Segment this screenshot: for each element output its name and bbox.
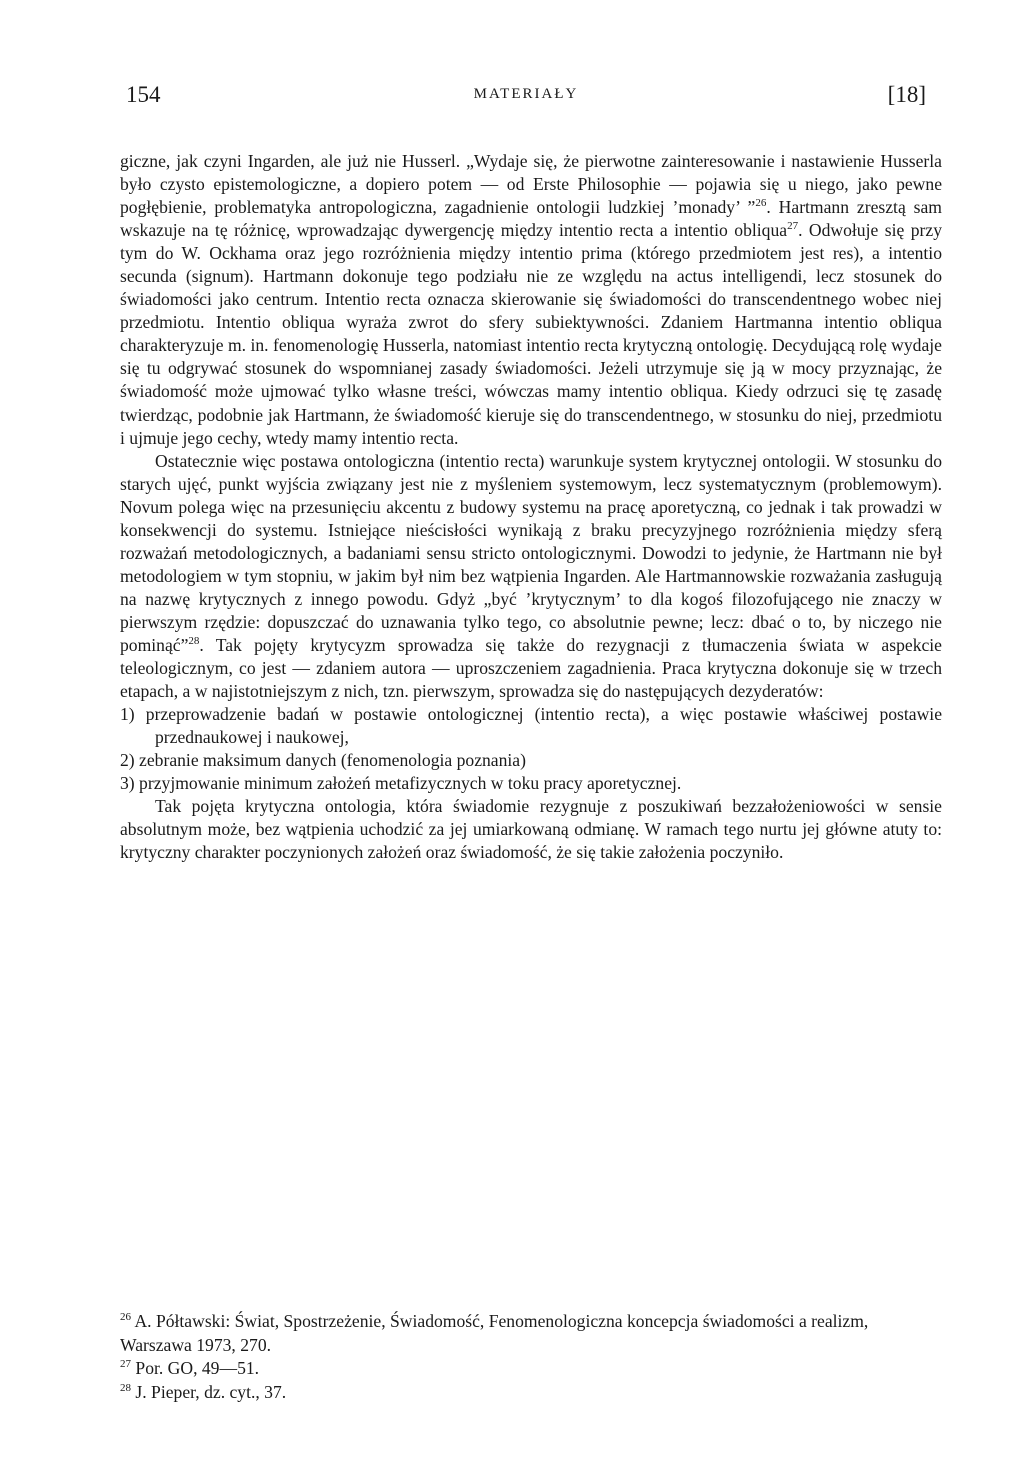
paragraph-3: Tak pojęta krytyczna ontologia, która świadomie rezygnuje z poszukiwań bezzałożeniowości w sensie absolutnym może, bez wątpienia uchodzić za jej umiarkowaną odmianę. W ramach tego nurtu jej główne atuty to: krytyczny charakter poczynionych założeń oraz świadomość, że się takie założenia poczyniło. [120,796,942,863]
list-item: 3) przyjmowanie minimum założeń metafizycznych w toku pracy aporetycznej. [120,773,682,794]
footnote-26 [120,1310,942,1357]
main-text [120,150,942,864]
paragraph-1-text-cont: . Hartmann zresztą sam wskazuje na tę różnicę, wprowadzając dywergencję między intentio recta a intentio obliqua [120,197,942,241]
paragraph-2 [120,450,942,704]
footnote-ref-27: 27 [787,220,799,233]
page-number: 154 [126,82,161,107]
section-number: [18] [887,82,926,107]
footnote-text: Por. GO, 49—51. [135,1358,260,1378]
footnote-ref-26: 26 [755,197,767,210]
footnote-text: A. Półtawski: Świat, Spostrzeżenie, Świadomość, Fenomenologiczna koncepcja świadomości a realizm, Warszawa 1973, 270. [120,1311,869,1355]
running-title: MATERIAŁY [473,86,579,102]
footnote-27 [120,1357,942,1381]
footnote-text: J. Pieper, dz. cyt., 37. [135,1381,287,1402]
paragraph-1-text-end: . Odwołuje się przy tym do W. Ockhama oraz jego rozróżnienia między intentio prima (którego przedmiotem jest res), a intentio secunda (signum). Hartmann dokonuje tego podziału nie ze względu na actus intelligendi, lecz stosunek do świadomości jako centrum. Intentio recta oznacza skierowanie się świadomości do transcendentnego wobec niej przedmiotu. Intentio obliqua wyraża zwrot do sfery subiektywności. Zdaniem Hartmanna intentio obliqua charakteryzuje m. in. fenomenologię Husserla, natomiast intentio recta krytyczną ontologię. Decydującą rolę wydaje się tu odgrywać stosunek do wspomnianej zasady świadomości. Jeżeli utrzymuje się ją w mocy przyznając, że świadomość może ujmować tylko własne treści, wówczas mamy intentio obliqua. Kiedy odrzuci się tę zasadę twierdząc, podobnie jak Hartmann, że świadomość kieruje się do transcendentnego, w stosunku do niej, przedmiotu i ujmuje jego cechy, wtedy mamy intentio recta. [120,220,942,448]
footnote-ref-28: 28 [188,635,200,648]
paragraph-1-text: giczne, jak czyni Ingarden, ale już nie Husserl. „Wydaje się, że pierwotne zainteresowanie i nastawienie Husserla było czysto epistemologiczne, a dopiero potem — od Erste Philosophie — pojawia się u niego, jako pewne pogłębienie, problematyka antropologiczna, zagadnienie ontologii ludzkiej ’monady’ ” [120,151,942,218]
footnote-28 [120,1381,942,1405]
desiderata-list [120,703,942,795]
footnote-number: 27 [120,1358,131,1371]
paragraph-1 [120,150,942,450]
list-item: 1) przeprowadzenie badań w postawie ontologicznej (intentio recta), a więc postawie właściwej postawie przednaukowej i naukowej, [120,704,942,748]
paragraph-2-text-cont: . Tak pojęty krytycyzm sprowadza się także do rezygnacji z tłumaczenia świata w aspekcie teleologicznym, co jest — zdaniem autora — uproszczeniem zagadnienia. Praca krytyczna dokonuje się w trzech etapach, a w najistotniejszym z nich, tzn. pierwszym, sprowadza się do następujących dezyderatów: [120,634,942,702]
footnote-number: 26 [120,1311,131,1324]
list-item: 2) zebranie maksimum danych (fenomenologia poznania) [120,750,526,771]
paragraph-2-text: Ostatecznie więc postawa ontologiczna (intentio recta) warunkuje system krytycznej ontologii. W stosunku do starych ujęć, punkt wyjścia związany jest nie z myśleniem systemowym, lecz systematycznym (problemowym). Novum polega więc na przesunięciu akcentu z budowy systemu na pracę aporetyczną, co jednak i tak prowadzi w konsekwencji do systemu. Istniejące nieścisłości wynikają z braku precyzyjnego rozróżnienia między sferą rozważań metodologicznych, a badaniami sensu stricto ontologicznymi. Dowodzi to jedynie, że Hartmann nie był metodologiem w tym stopniu, w jakim był nim bez wątpienia Ingarden. Ale Hartmannowskie rozważania zasługują na nazwę krytycznych z innego powodu. Gdyż „być ’krytycznym’ to dla kogoś filozofującego nie znaczy w pierwszym rzędzie: dopuszczać do uznawania tylko tego, co absolutnie pewne; lecz: dbać o to, by niczego nie pominąć” [120,450,942,655]
footnotes [120,1310,942,1404]
footnote-number: 28 [120,1381,131,1394]
page-header [126,82,926,122]
